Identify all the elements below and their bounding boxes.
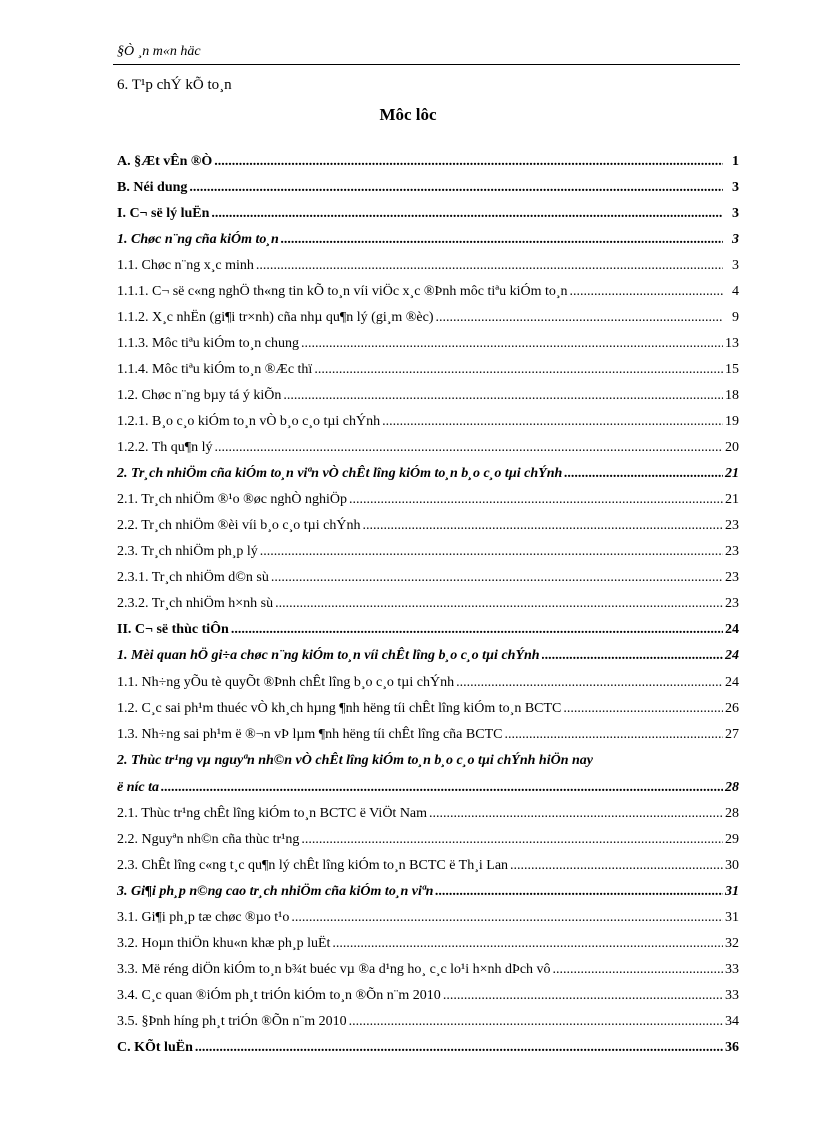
toc-entry[interactable] [117,333,739,353]
toc-entry[interactable] [117,177,739,197]
toc-entry-page: 3 [732,206,739,221]
toc-entry-label: 1.1.4. Môc tiªu kiÓm to¸n ®Æc thï [117,362,313,377]
toc-entry[interactable] [117,593,739,613]
dot-leader [349,491,723,509]
dot-leader [301,335,723,353]
toc-entry-label: 1.2. Chøc n¨ng bµy tá ý kiÕn [117,388,282,403]
dot-leader [332,935,723,953]
toc-entry[interactable] [117,489,739,509]
toc-entry[interactable] [117,777,739,797]
dot-leader [435,883,723,901]
toc-entry-page: 9 [732,310,739,325]
dot-leader [314,361,723,379]
toc-entry-label: 1.1.1. C¬ së c«ng nghÖ th«ng tin kÕ to¸n víi viÖc x¸c ®Þnh môc tiªu kiÓm to¸n [117,284,568,299]
dot-leader [456,674,723,692]
toc-entry-page: 19 [725,414,739,429]
dot-leader [570,283,723,301]
toc-entry[interactable] [117,829,739,849]
toc-entry-page: 33 [725,988,739,1003]
dot-leader [214,153,723,171]
toc-entry-page: 29 [725,832,739,847]
toc-entry-page: 24 [725,648,739,663]
dot-leader [271,569,723,587]
toc-entry-label: A. §Æt vÊn ®Ò [117,154,213,169]
toc-entry-page: 23 [725,518,739,533]
dot-leader [291,909,723,927]
toc-entry-page: 23 [725,570,739,585]
toc-entry[interactable] [117,385,739,405]
toc-entry-page: 3 [732,232,739,247]
toc-entry-label: 2.3.2. Tr¸ch nhiÖm h×nh sù [117,596,274,611]
toc-entry-page: 30 [725,858,739,873]
dot-leader [283,387,723,405]
toc-entry-label: 2. Thùc tr¹ng vµ nguyªn nh©n vÒ chÊt lîng kiÓm to¸n b¸o c¸o tµi chÝnh hiÖn nay [117,753,593,768]
toc-heading: Môc lôc [379,105,437,124]
dot-leader [349,1013,723,1031]
toc-entry-page: 21 [725,492,739,507]
toc-entry-page: 24 [725,622,739,637]
toc-entry-label: 2.2. Tr¸ch nhiÖm ®èi víi b¸o c¸o tµi chÝnh [117,518,361,533]
toc-entry-page: 26 [725,701,739,716]
reference-line: 6. T¹p chÝ kÕ to¸n [117,77,232,93]
toc-entry[interactable] [117,203,739,223]
toc-entry[interactable] [117,959,739,979]
toc-entry-page: 27 [725,727,739,742]
toc-entry[interactable] [117,672,739,692]
dot-leader [504,726,723,744]
toc-entry-page: 1 [732,154,739,169]
toc-entry[interactable] [117,1037,739,1057]
dot-leader [260,543,723,561]
toc-entry[interactable] [117,359,739,379]
toc-entry-page: 18 [725,388,739,403]
toc-entry-label: 3.3. Më réng diÖn kiÓm to¸n b¾t buéc vµ ®a d¹ng ho¸ c¸c lo¹i h×nh dÞch vô [117,962,551,977]
toc-entry-page: 20 [725,440,739,455]
toc-entry[interactable] [117,411,739,431]
dot-leader [281,231,723,249]
dot-leader [436,309,724,327]
toc-entry[interactable] [117,281,739,301]
toc-entry-label: 3.1. Gi¶i ph¸p tæ chøc ®µo t¹o [117,910,290,925]
toc-entry[interactable] [117,255,739,275]
toc-entry[interactable] [117,515,739,535]
dot-leader [189,179,723,197]
toc-entry[interactable] [117,463,739,483]
toc-entry-page: 31 [725,884,739,899]
dot-leader [211,205,723,223]
toc-entry-label: 2.3. Tr¸ch nhiÖm ph¸p lý [117,544,258,559]
toc-entry[interactable] [117,645,739,665]
toc-entry-page: 34 [725,1014,739,1029]
toc-entry-page: 3 [732,258,739,273]
toc-entry[interactable] [117,151,739,171]
toc-entry-page: 23 [725,596,739,611]
toc-entry-page: 15 [725,362,739,377]
toc-entry-page: 4 [732,284,739,299]
dot-leader [443,987,723,1005]
toc-entry-label: 1.2.2. Th qu¶n lý [117,440,213,455]
dot-leader [231,621,723,639]
toc-entry[interactable] [117,541,739,561]
toc-entry[interactable] [117,933,739,953]
toc-entry-page: 31 [725,910,739,925]
toc-entry-label: 2.3.1. Tr¸ch nhiÖm d©n sù [117,570,269,585]
toc-entry-page: 13 [725,336,739,351]
toc-entry[interactable] [117,907,739,927]
running-header: §Ò ¸n m«n häc [117,44,201,59]
dot-leader [362,517,723,535]
toc-entry-label: 1.2. C¸c sai ph¹m thuéc vÒ kh¸ch hµng ¶nh hëng tíi chÊt lîng kiÓm to¸n BCTC [117,701,562,716]
toc-entry-label: C. KÕt luËn [117,1040,193,1055]
toc-entry-label: I. C¬ së lý luËn [117,206,210,221]
toc-entry[interactable] [117,750,739,770]
toc-entry[interactable] [117,881,739,901]
toc-entry-label: 1. Mèi quan hÖ gi÷a chøc n¨ng kiÓm to¸n víi chÊt lîng b¸o c¸o tµi chÝnh [117,648,540,663]
toc-entry[interactable] [117,803,739,823]
toc-entry-label: 1.3. Nh÷ng sai ph¹m ë ®¬n vÞ lµm ¶nh hëng tíi chÊt lîng cña BCTC [117,727,503,742]
dot-leader [542,647,723,665]
toc-entry-page: 23 [725,544,739,559]
toc-entry-page: 36 [725,1040,739,1055]
toc-entry-label: 3.4. C¸c quan ®iÓm ph¸t triÓn kiÓm to¸n ®Õn n¨m 2010 [117,988,441,1003]
toc-entry[interactable] [117,229,739,249]
toc-entry-label: 2.1. Thùc tr¹ng chÊt lîng kiÓm to¸n BCTC ë ViÖt Nam [117,806,428,821]
dot-leader [161,779,723,797]
toc-entry[interactable] [117,567,739,587]
toc-entry[interactable] [117,1011,739,1031]
toc-entry[interactable] [117,985,739,1005]
dot-leader [382,413,723,431]
toc-entry-page: 32 [725,936,739,951]
dot-leader [553,961,723,979]
toc-entry[interactable] [117,855,739,875]
dot-leader [564,465,723,483]
toc-entry[interactable] [117,437,739,457]
toc-entry-label: B. Néi dung [117,180,188,195]
toc-entry[interactable] [117,619,739,639]
toc-entry[interactable] [117,698,739,718]
toc-entry-label: 3.2. Hoµn thiÖn khu«n khæ ph¸p luËt [117,936,331,951]
dot-leader [195,1039,723,1057]
dot-leader [563,700,723,718]
toc-entry[interactable] [117,307,739,327]
toc-entry-label: 1.1.2. X¸c nhËn (gi¶i tr×nh) cña nhµ qu¶n lý (gi¸m ®èc) [117,310,434,325]
dot-leader [301,831,723,849]
dot-leader [275,595,723,613]
toc-entry-label: 1.1. Nh÷ng yÕu tè quyÕt ®Þnh chÊt lîng b¸o c¸o tµi chÝnh [117,675,455,690]
toc-entry-label: 1. Chøc n¨ng cña kiÓm to¸n [117,232,279,247]
toc-entry-label: 3. Gi¶i ph¸p n©ng cao tr¸ch nhiÖm cña kiÓm to¸n viªn [117,884,434,899]
toc-entry-page: 21 [725,466,739,481]
dot-leader [256,257,723,275]
dot-leader [429,805,723,823]
dot-leader [215,439,723,457]
toc-entry-label: 3.5. §Þnh híng ph¸t triÓn ®Õn n¨m 2010 [117,1014,347,1029]
toc-entry-label: 2.3. ChÊt lîng c«ng t¸c qu¶n lý chÊt lîng kiÓm to¸n BCTC ë Th¸i Lan [117,858,509,873]
toc-entry-page: 28 [725,780,739,795]
toc-entry-page: 3 [732,180,739,195]
toc-entry-page: 33 [725,962,739,977]
toc-entry-label: 2.1. Tr¸ch nhiÖm ®¹o ®øc nghÒ nghiÖp [117,492,348,507]
toc-entry-label: II. C¬ së thùc tiÔn [117,622,229,637]
toc-entry-label: 1.1. Chøc n¨ng x¸c minh [117,258,254,273]
toc-entry[interactable] [117,724,739,744]
toc-entry-label: 1.2.1. B¸o c¸o kiÓm to¸n vÒ b¸o c¸o tµi chÝnh [117,414,381,429]
dot-leader [510,857,723,875]
toc-entry-page: 24 [725,675,739,690]
header-divider [113,64,740,65]
toc-entry-label: 1.1.3. Môc tiªu kiÓm to¸n chung [117,336,299,351]
toc-entry-label: ë níc ta [117,780,159,795]
toc-entry-label: 2.2. Nguyªn nh©n cña thùc tr¹ng [117,832,300,847]
toc-entry-label: 2. Tr¸ch nhiÖm cña kiÓm to¸n viªn vÒ chÊt lîng kiÓm to¸n b¸o c¸o tµi chÝnh [117,466,563,481]
toc-entry-page: 28 [725,806,739,821]
